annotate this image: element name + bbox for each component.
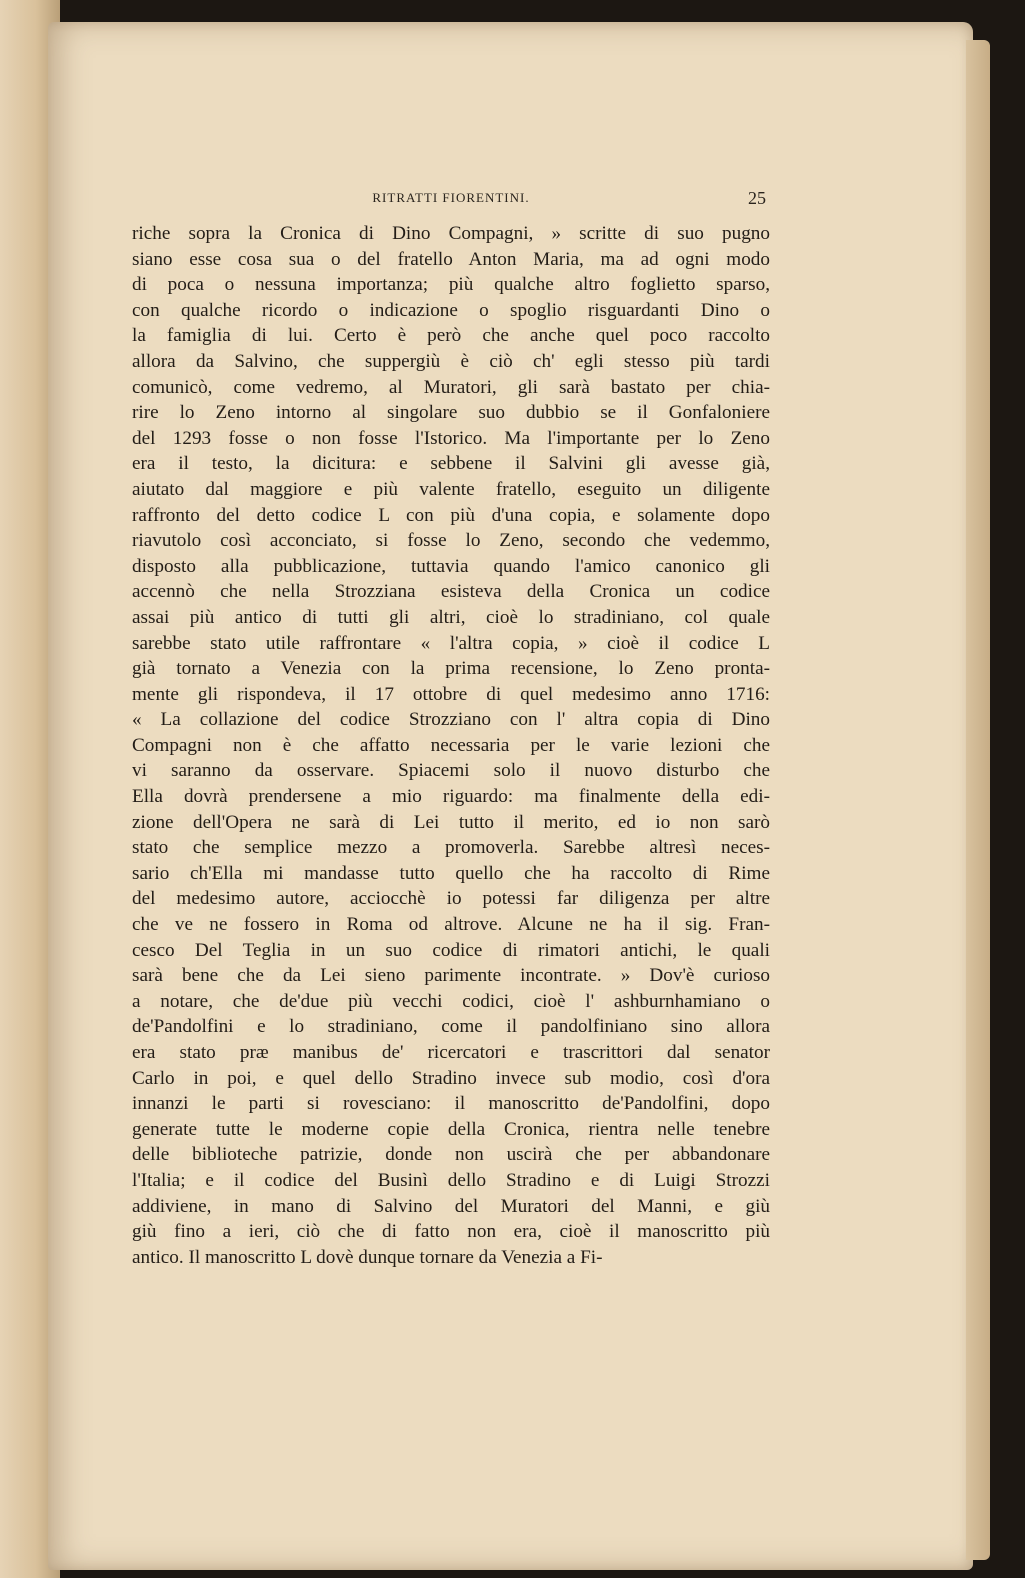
text-line: del 1293 fosse o non fosse l'Istorico. Ma l'importante per lo Zeno xyxy=(132,427,770,449)
text-line: raffronto del detto codice L con più d'una copia, e solamente dopo xyxy=(132,504,770,526)
text-line: riavutolo così acconciato, si fosse lo Zeno, secondo che vedemmo, xyxy=(132,530,770,552)
text-line: generate tutte le moderne copie della Cronica, rientra nelle tenebre xyxy=(132,1118,770,1140)
text-line: già tornato a Venezia con la prima recensione, lo Zeno pronta- xyxy=(132,658,770,680)
text-line: era stato præ manibus de' ricercatori e trascrittori dal senator xyxy=(132,1042,770,1063)
text-line: del medesimo autore, acciocchè io potessi far diligenza per altre xyxy=(132,888,770,910)
text-line: Compagni non è che affatto necessaria per le varie lezioni che xyxy=(132,734,770,756)
text-line: Ella dovrà prendersene a mio riguardo: ma finalmente della edi- xyxy=(132,786,770,808)
running-title: RITRATTI FIORENTINI. xyxy=(372,190,530,205)
text-line: con qualche ricordo o indicazione o spoglio risguardanti Dino o xyxy=(132,299,770,321)
text-line: mente gli rispondeva, il 17 ottobre di quel medesimo anno 1716: xyxy=(132,683,770,705)
text-line: sarebbe stato utile raffrontare « l'altra copia, » cioè il codice L xyxy=(132,632,770,654)
text-line: a notare, che de'due più vecchi codici, cioè l' ashburnhamiano o xyxy=(132,990,770,1012)
text-line: siano esse cosa sua o del fratello Anton Maria, ma ad ogni modo xyxy=(132,248,770,270)
page-edge xyxy=(966,40,990,1560)
text-line: era il testo, la dicitura: e sebbene il Salvini gli avesse già, xyxy=(132,453,770,475)
text-line: accennò che nella Strozziana esisteva della Cronica un codice xyxy=(132,581,770,603)
text-line: giù fino a ieri, ciò che di fatto non era, cioè il manoscritto più xyxy=(132,1221,770,1243)
text-line: stato che semplice mezzo a promoverla. Sarebbe altresì neces- xyxy=(132,837,770,859)
text-line: zione dell'Opera ne sarà di Lei tutto il merito, ed io non sarò xyxy=(132,811,770,833)
text-line: allora da Salvino, che suppergiù è ciò ch' egli stesso più tardi xyxy=(132,350,770,372)
text-line: delle biblioteche patrizie, donde non uscirà che per abbandonare xyxy=(132,1144,770,1166)
text-line: assai più antico di tutti gli altri, cioè lo stradiniano, col quale xyxy=(132,606,770,628)
text-line: Carlo in poi, e quel dello Stradino invece sub modio, così d'ora xyxy=(132,1067,770,1089)
text-line: riche sopra la Cronica di Dino Compagni, » scritte di suo pugno xyxy=(132,223,770,244)
text-line: comunicò, come vedremo, al Muratori, gli sarà bastato per chia- xyxy=(132,376,770,398)
text-line: aiutato dal maggiore e più valente fratello, eseguito un diligente xyxy=(132,478,770,500)
page-header xyxy=(132,190,770,212)
text-line: de'Pandolfini e lo stradiniano, come il pandolfiniano sino allora xyxy=(132,1016,770,1038)
body-text xyxy=(132,221,770,1270)
text-line: rire lo Zeno intorno al singolare suo dubbio se il Gonfaloniere xyxy=(132,402,770,424)
text-line: di poca o nessuna importanza; più qualche altro foglietto sparso, xyxy=(132,274,770,296)
text-line: sario ch'Ella mi mandasse tutto quello che ha raccolto di Rime xyxy=(132,862,770,884)
text-line: l'Italia; e il codice del Businì dello Stradino e di Luigi Strozzi xyxy=(132,1169,770,1191)
text-line: antico. Il manoscritto L dovè dunque tornare da Venezia a Fi- xyxy=(132,1246,603,1268)
text-line: che ve ne fossero in Roma od altrove. Alcune ne ha il sig. Fran- xyxy=(132,914,770,936)
text-line: vi saranno da osservare. Spiacemi solo il nuovo disturbo che xyxy=(132,760,770,782)
text-line: disposto alla pubblicazione, tuttavia quando l'amico canonico gli xyxy=(132,555,770,577)
text-line: addiviene, in mano di Salvino del Muratori del Manni, e giù xyxy=(132,1195,770,1217)
page-number: 25 xyxy=(748,188,766,208)
text-line: cesco Del Teglia in un suo codice di rimatori antichi, le quali xyxy=(132,939,770,961)
text-line: innanzi le parti si rovesciano: il manoscritto de'Pandolfini, dopo xyxy=(132,1093,770,1115)
text-line: sarà bene che da Lei sieno parimente incontrate. » Dov'è curioso xyxy=(132,965,770,987)
text-line: la famiglia di lui. Certo è però che anche quel poco raccolto xyxy=(132,325,770,347)
text-line: « La collazione del codice Strozziano con l' altra copia di Dino xyxy=(132,709,770,731)
